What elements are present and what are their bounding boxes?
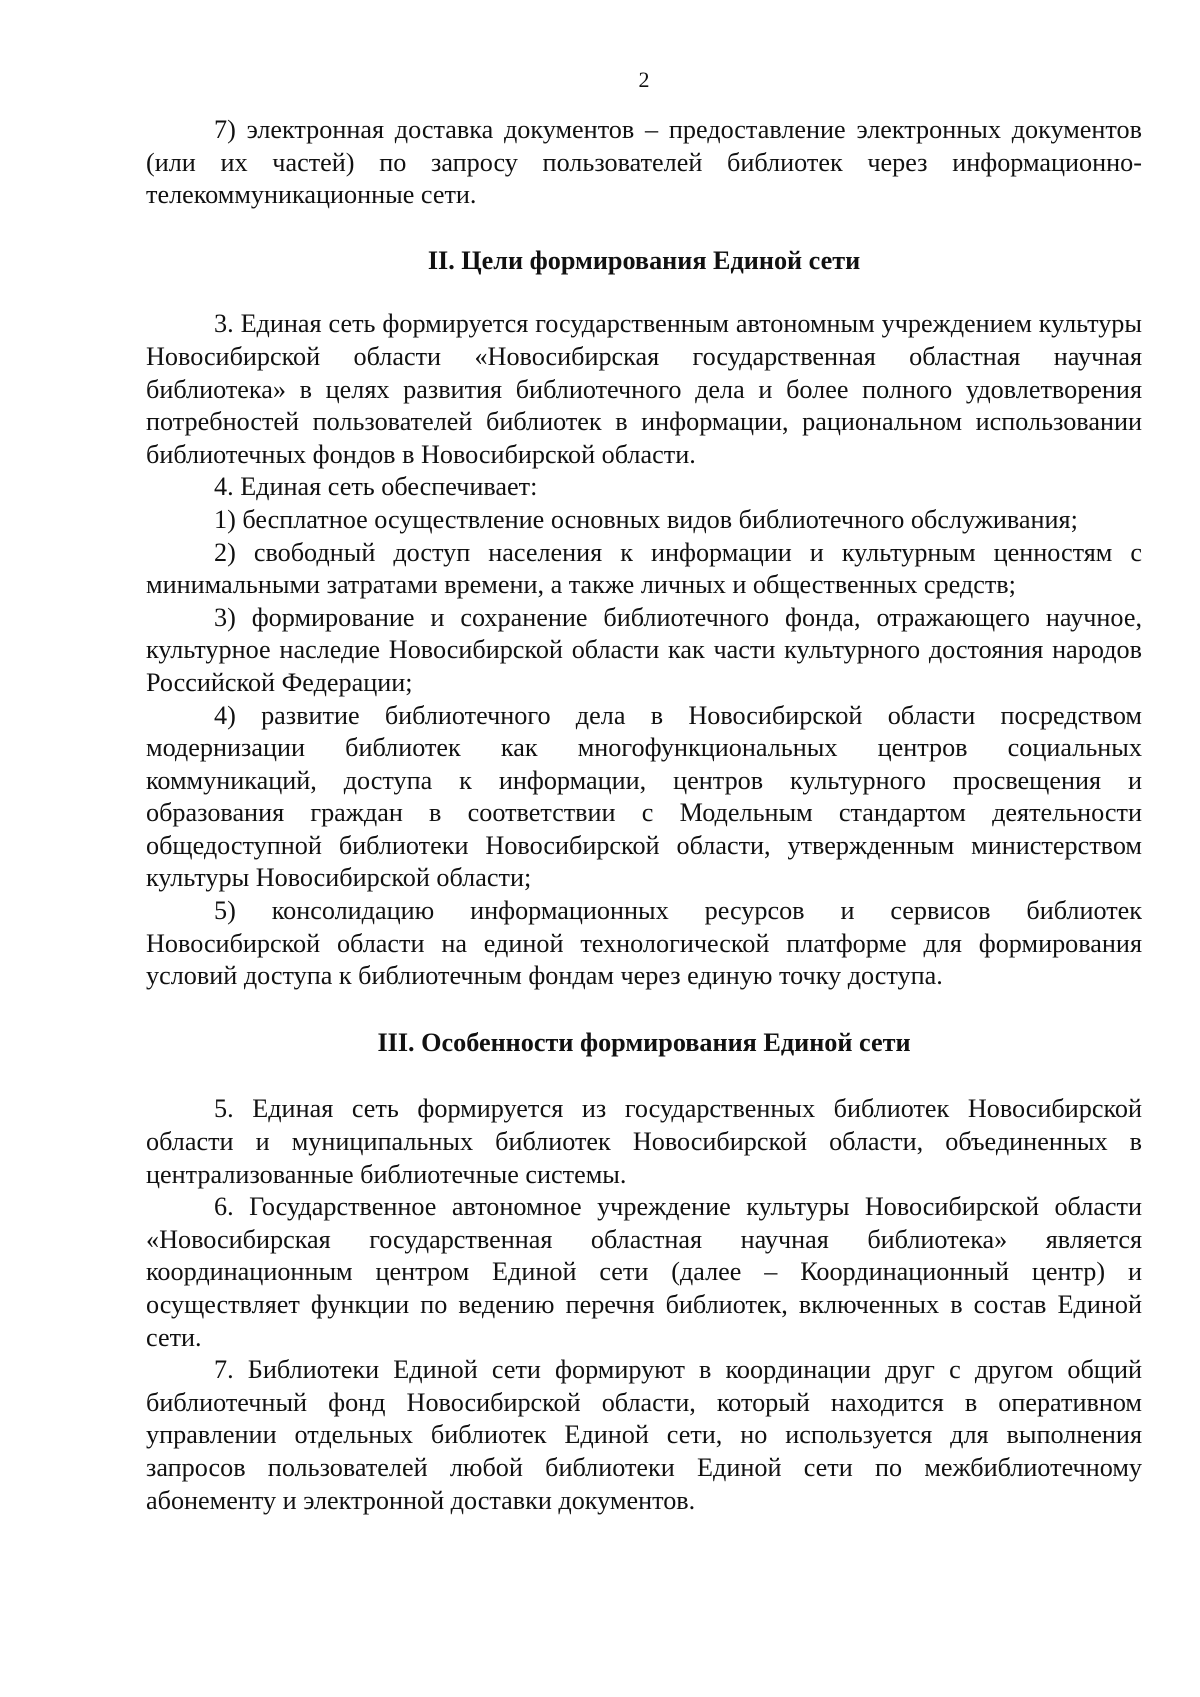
paragraph-4-item-3: 3) формирование и сохранение библиотечного фонда, отражающего научное, культурное наследие Новосибирской области как части культурного достояния народов Российской Федерации; [146,602,1142,697]
section-2-heading: II. Цели формирования Единой сети [427,245,861,275]
paragraph-5: 5. Единая сеть формируется из государственных библиотек Новосибирской области и муниципальных библиотек Новосибирской области, объединенных в централизованные библиотечные системы. [146,1094,1142,1189]
paragraph-3: 3. Единая сеть формируется государственным автономным учреждением культуры Новосибирской области «Новосибирская государственная областная научная библиотека» в целях развития библиотечного дела и более полного удовлетворения потребностей пользователей библиотек в информации, рациональном использовании библиотечных фондов в Новосибирской области. [146,309,1142,469]
paragraph-4-item-4: 4) развитие библиотечного дела в Новосибирской области посредством модернизации библиотек как многофункциональных центров социальных коммуникаций, доступа к информации, центров культурного просвещения и образования граждан в соответствии с Модельным стандартом деятельности общедоступной библиотеки Новосибирской области, утвержденным министерством культуры Новосибирской области; [146,700,1142,893]
paragraph-4: 4. Единая сеть обеспечивает: [214,472,538,502]
paragraph-4-item-5: 5) консолидацию информационных ресурсов и сервисов библиотек Новосибирской области на единой технологической платформе для формирования условий доступа к библиотечным фондам через единую точку доступа. [146,896,1142,991]
paragraph-6: 6. Государственное автономное учреждение культуры Новосибирской области «Новосибирская государственная областная научная библиотека» является координационным центром Единой сети (далее – Координационный центр) и осуществляет функции по ведению перечня библиотек, включенных в состав Единой сети. [146,1192,1142,1352]
paragraph-item-7: 7) электронная доставка документов – предоставление электронных документов (или их частей) по запросу пользователей библиотек через информационно-телекоммуникационные сети. [146,115,1142,210]
page-number: 2 [638,67,650,92]
document-content [146,114,1142,1517]
paragraph-4-item-1: 1) бесплатное осуществление основных видов библиотечного обслуживания; [214,504,1078,534]
paragraph-4-item-2: 2) свободный доступ населения к информации и культурным ценностям с минимальными затратами времени, а также личных и общественных средств; [146,537,1142,600]
paragraph-7: 7. Библиотеки Единой сети формируют в координации друг с другом общий библиотечный фонд Новосибирской области, который находится в оперативном управлении отдельных библиотек Единой сети, но используется для выполнения запросов пользователей любой библиотеки Единой сети по межбиблиотечному абонементу и электронной доставки документов. [146,1355,1142,1515]
section-3-heading: III. Особенности формирования Единой сети [377,1027,911,1057]
